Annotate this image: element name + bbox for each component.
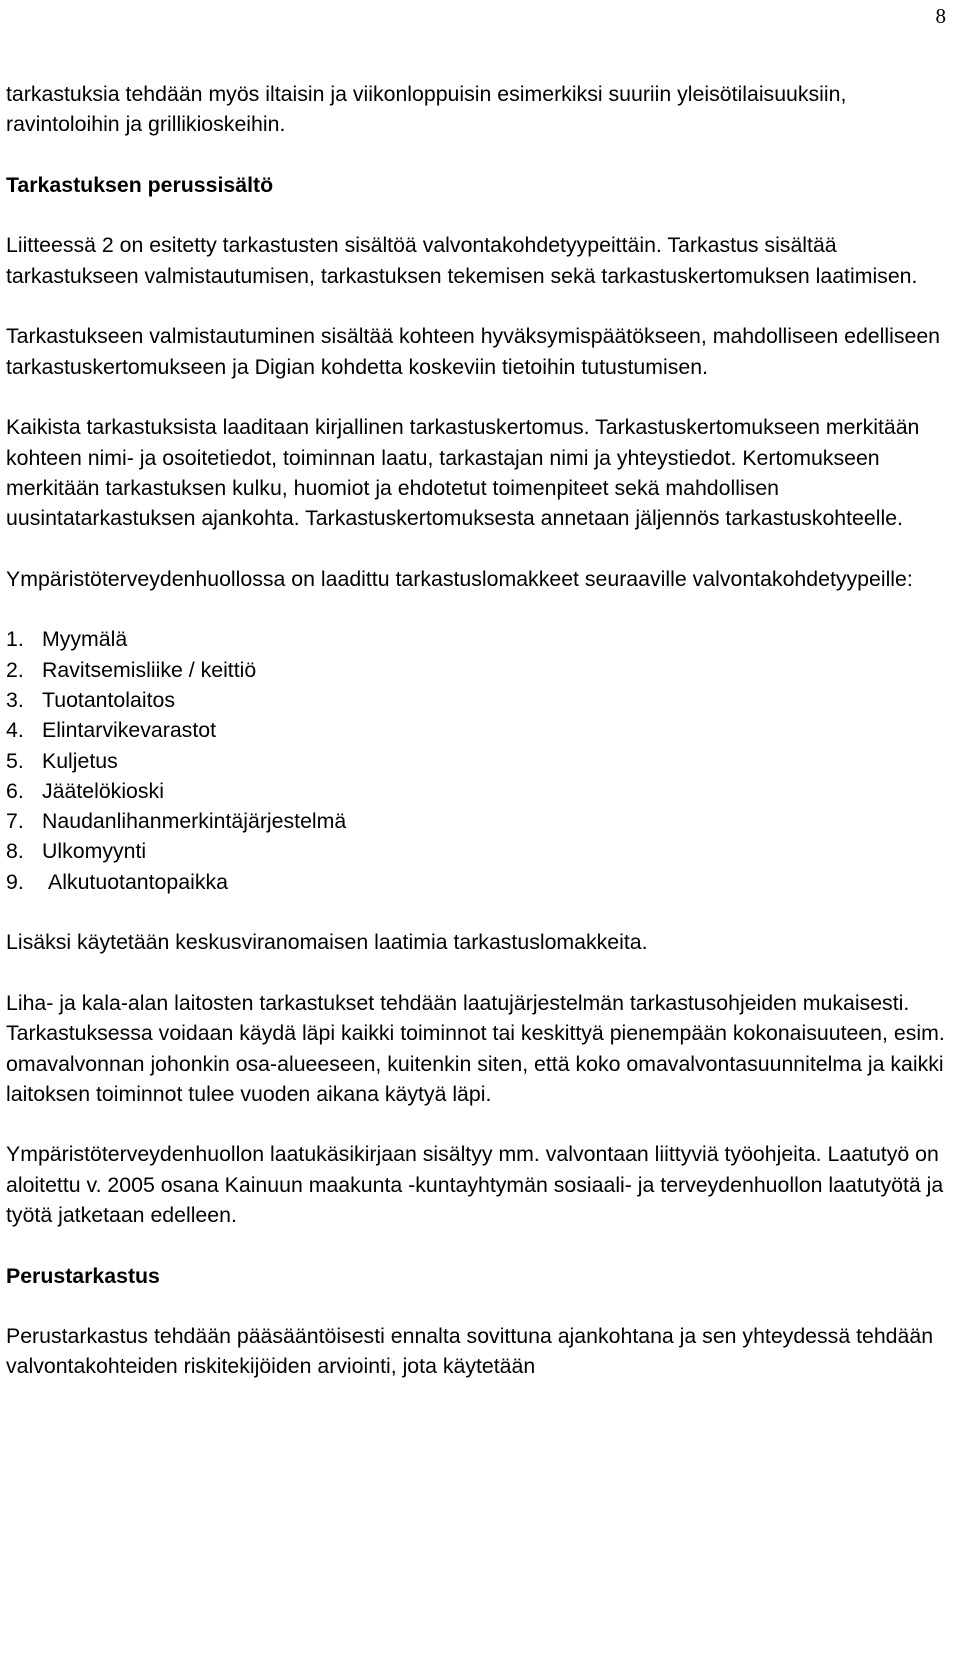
paragraph-preparation: Tarkastukseen valmistautuminen sisältää kohteen hyväksymispäätökseen, mahdolliseen edelliseen tarkastuskertomukseen ja Digian kohdetta koskeviin tietoihin tutustumisen. xyxy=(6,324,941,379)
list-item-text: Myymälä xyxy=(42,627,128,652)
list-item-number: 8. xyxy=(6,839,24,864)
list-item-text: Ravitsemisliike / keittiö xyxy=(42,657,257,682)
list-item-text: Tuotantolaitos xyxy=(42,687,175,712)
list-item-number: 7. xyxy=(6,809,24,834)
list-item xyxy=(6,836,954,866)
list-item-number: 6. xyxy=(6,778,24,803)
list-item xyxy=(6,685,954,715)
paragraph-inspection-report: Kaikista tarkastuksista laaditaan kirjallinen tarkastuskertomus. Tarkastuskertomukseen merkitään kohteen nimi- ja osoitetiedot, toiminnan laatu, tarkastajan nimi ja yhteystiedot. Kertomukseen merkitään tarkastuksen kulku, huomiot ja ehdotetut toimenpiteet sekä mahdollisen uusintatarkastuksen ajankohta. Tarkastuskertomuksesta annetaan jäljennös tarkastuskohteelle. xyxy=(6,415,920,531)
paragraph-inspection-content: Liitteessä 2 on esitetty tarkastusten sisältöä valvontakohdetyypeittäin. Tarkastus sisältää tarkastukseen valmistautumisen, tarkastuksen tekemisen sekä tarkastuskertomuksen laatimisen. xyxy=(6,233,918,288)
list-item-text: Alkutuotantopaikka xyxy=(48,869,228,894)
list-item xyxy=(6,655,954,685)
page-number: 8 xyxy=(935,4,946,28)
heading-perustarkastus: Perustarkastus xyxy=(6,1263,160,1288)
paragraph-inspection-forms: Ympäristöterveydenhuollossa on laadittu tarkastuslomakkeet seuraaville valvontakohdetyypeille: xyxy=(6,566,913,591)
paragraph-intro-continuation: tarkastuksia tehdään myös iltaisin ja viikonloppuisin esimerkiksi suuriin yleisötilaisuuksiin, ravintoloihin ja grillikioskeihin. xyxy=(6,82,847,137)
list-item xyxy=(6,715,954,745)
list-item-number: 3. xyxy=(6,687,24,712)
list-item-text: Elintarvikevarastot xyxy=(42,718,216,743)
heading-tarkastuksen-perussisalto: Tarkastuksen perussisältö xyxy=(6,172,274,197)
list-item-number: 5. xyxy=(6,748,24,773)
list-item-text: Naudanlihanmerkintäjärjestelmä xyxy=(42,809,347,834)
list-item xyxy=(6,746,954,776)
paragraph-basic-inspection: Perustarkastus tehdään pääsääntöisesti ennalta sovittuna ajankohtana ja sen yhteydessä tehdään valvontakohteiden riskitekijöiden arviointi, jota käytetään xyxy=(6,1324,934,1379)
paragraph-central-authority-forms: Lisäksi käytetään keskusviranomaisen laatimia tarkastuslomakkeita. xyxy=(6,930,648,955)
paragraph-quality-manual: Ympäristöterveydenhuollon laatukäsikirjaan sisältyy mm. valvontaan liittyviä työohjeita. Laatutyö on aloitettu v. 2005 osana Kainuun maakunta -kuntayhtymän sosiaali- ja terveydenhuollon laatutyötä ja työtä jatketaan edelleen. xyxy=(6,1142,944,1227)
list-item xyxy=(6,867,954,897)
paragraph-meat-fish-inspections: Liha- ja kala-alan laitosten tarkastukset tehdään laatujärjestelmän tarkastusohjeiden mukaisesti. Tarkastuksessa voidaan käydä läpi kaikki toiminnot tai keskittyä pienempään kokonaisuuteen, esim. omavalvonnan johonkin osa-alueeseen, kuitenkin siten, että koko omavalvontasuunnitelma ja kaikki laitoksen toiminnot tulee vuoden aikana käytyä läpi. xyxy=(6,990,945,1106)
list-item-number: 4. xyxy=(6,718,24,743)
inspection-form-list xyxy=(6,624,954,897)
list-item xyxy=(6,776,954,806)
document-body xyxy=(6,79,954,1382)
list-item xyxy=(6,806,954,836)
list-item-number: 9. xyxy=(6,869,24,894)
list-item-text: Kuljetus xyxy=(42,748,118,773)
list-item-number: 2. xyxy=(6,657,24,682)
list-item-text: Jäätelökioski xyxy=(42,778,164,803)
list-item-number: 1. xyxy=(6,627,24,652)
list-item-text: Ulkomyynti xyxy=(42,839,147,864)
list-item xyxy=(6,624,954,654)
